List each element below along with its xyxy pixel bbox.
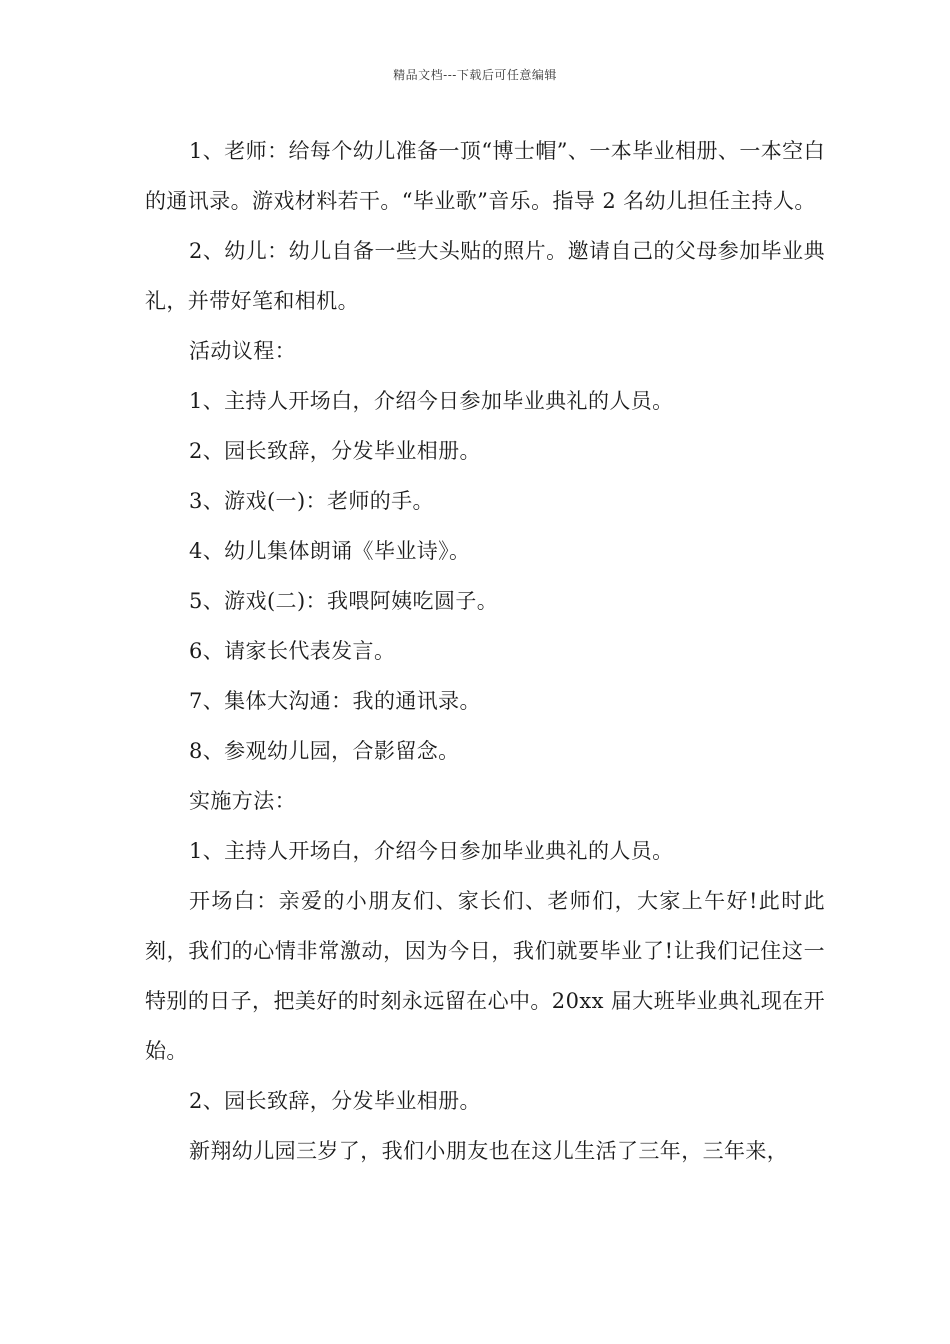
agenda-item: 4、幼儿集体朗诵《毕业诗》。 [189,539,471,563]
section-heading-agenda: 活动议程： [189,339,296,363]
agenda-item: 2、园长致辞，分发毕业相册。 [189,439,481,463]
paragraph-principal-speech: 新翔幼儿园三岁了，我们小朋友也在这儿生活了三年，三年来， [189,1139,789,1163]
agenda-item: 3、游戏(一)：老师的手。 [189,489,434,513]
agenda-item: 1、主持人开场白，介绍今日参加毕业典礼的人员。 [189,389,674,413]
paragraph-teacher-prep: 1、老师：给每个幼儿准备一顶“博士帽”、一本毕业相册、一本空白的通讯录。游戏材料若干。“毕业歌”音乐。指导 2 名幼儿担任主持人。 [145,139,825,213]
method-step: 2、园长致辞，分发毕业相册。 [189,1089,481,1113]
section-heading-method: 实施方法： [189,789,296,813]
agenda-item: 6、请家长代表发言。 [189,639,396,663]
paragraph-child-prep: 2、幼儿：幼儿自备一些大头贴的照片。邀请自己的父母参加毕业典礼，并带好笔和相机。 [145,239,825,313]
agenda-item: 7、集体大沟通：我的通讯录。 [189,689,481,713]
agenda-item: 8、参观幼儿园，合影留念。 [189,739,460,763]
method-step: 1、主持人开场白，介绍今日参加毕业典礼的人员。 [189,839,674,863]
agenda-item: 5、游戏(二)：我喂阿姨吃圆子。 [189,589,499,613]
paragraph-opening-speech: 开场白：亲爱的小朋友们、家长们、老师们，大家上午好!此时此刻，我们的心情非常激动，因为今日，我们就要毕业了!让我们记住这一特别的日子，把美好的时刻永远留在心中。20xx 届大班毕业典礼现在开始。 [145,889,825,1063]
document-body [145,126,825,1176]
page-header: 精品文档---下载后可任意编辑 [393,68,557,82]
